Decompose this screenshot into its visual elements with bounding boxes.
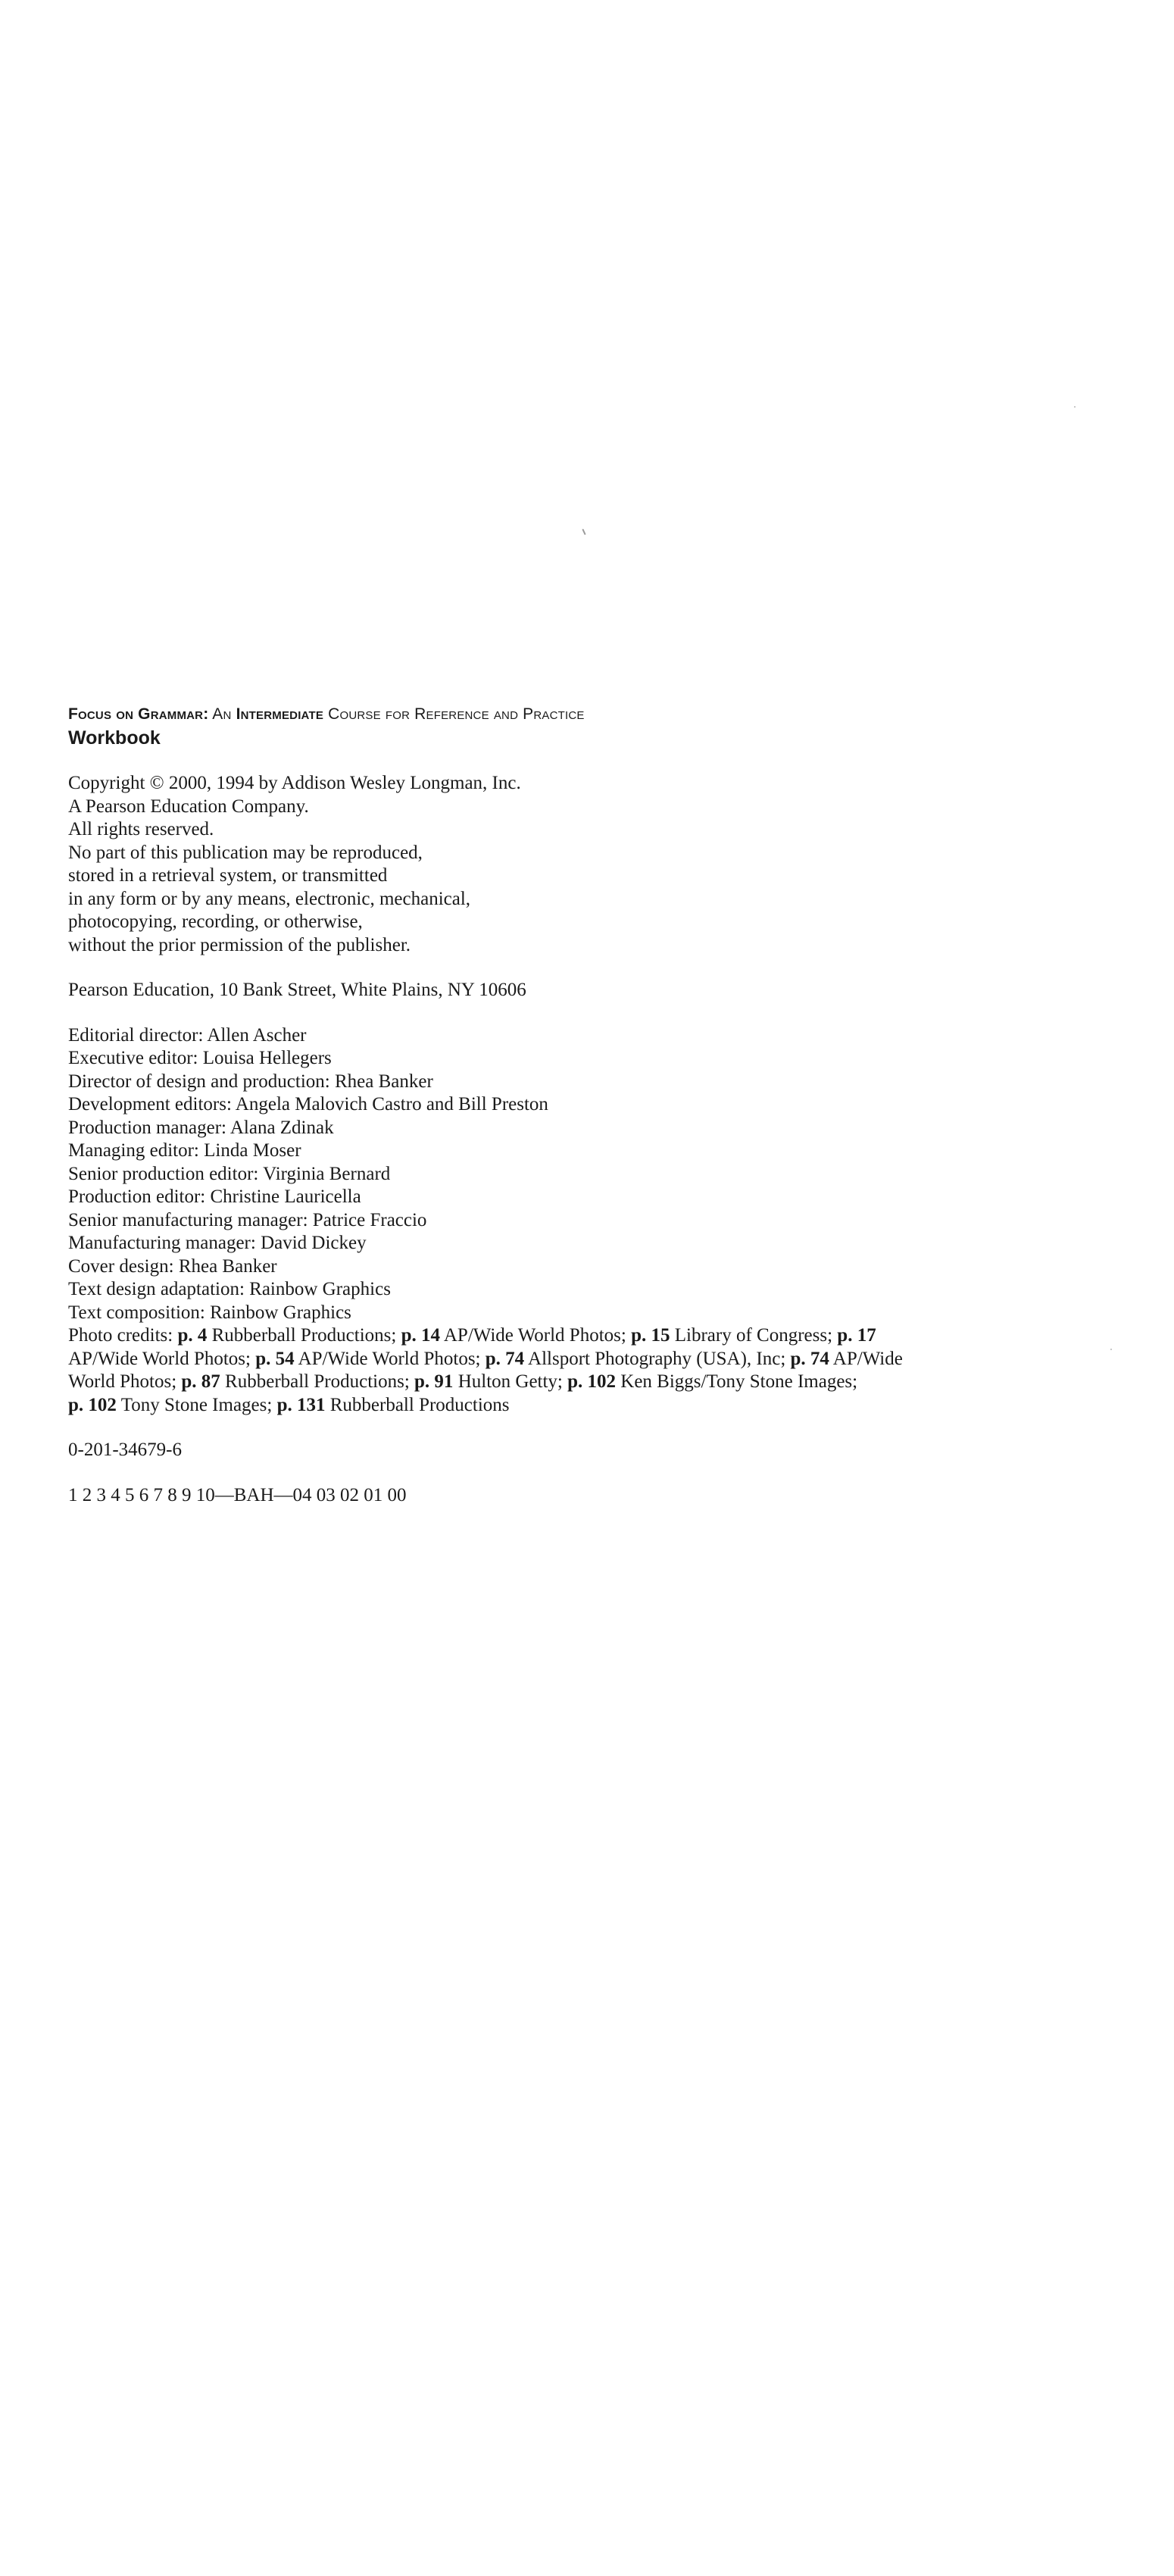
scan-speck bbox=[1110, 1349, 1112, 1350]
photo-credits-line bbox=[68, 1394, 1098, 1418]
scan-speck bbox=[582, 529, 585, 535]
staff-line: Senior production editor: Virginia Bernard bbox=[68, 1163, 391, 1184]
credit-page-ref: p. 102 bbox=[567, 1371, 617, 1392]
credit-page-ref: p. 4 bbox=[177, 1325, 208, 1346]
series-rest: Course for Reference and Practice bbox=[328, 705, 585, 723]
photo-credits-line bbox=[68, 1371, 1098, 1394]
staff-line: Managing editor: Linda Moser bbox=[68, 1140, 301, 1161]
credit-text: AP/Wide World Photos; bbox=[439, 1325, 632, 1346]
credit-page-ref: p. 15 bbox=[631, 1325, 670, 1346]
credit-text: AP/Wide bbox=[829, 1348, 903, 1369]
staff-credits bbox=[68, 1024, 1098, 1418]
copyright-line: without the prior permission of the publisher. bbox=[68, 934, 411, 955]
book-subtitle: Workbook bbox=[68, 727, 161, 749]
staff-line: Executive editor: Louisa Hellegers bbox=[68, 1048, 332, 1068]
credit-text: Photo credits: bbox=[68, 1325, 178, 1346]
copyright-line: photocopying, recording, or otherwise, bbox=[68, 911, 363, 932]
copyright-line: stored in a retrieval system, or transmitted bbox=[68, 865, 388, 886]
series-focus: Focus on bbox=[68, 705, 134, 723]
staff-line: Director of design and production: Rhea Banker bbox=[68, 1071, 433, 1092]
credit-text: Rubberball Productions; bbox=[220, 1371, 415, 1392]
address-line: Pearson Education, 10 Bank Street, White Plains, NY 10606 bbox=[68, 980, 526, 1000]
credit-page-ref: p. 131 bbox=[276, 1394, 326, 1415]
photo-credits-line bbox=[68, 1324, 1098, 1348]
isbn-block bbox=[68, 1439, 1098, 1462]
credit-page-ref: p. 74 bbox=[790, 1348, 829, 1369]
printing-line: 1 2 3 4 5 6 7 8 9 10—BAH—04 03 02 01 00 bbox=[68, 1484, 407, 1505]
credit-text: Rubberball Productions bbox=[325, 1394, 510, 1415]
credit-text: Rubberball Productions; bbox=[207, 1325, 401, 1346]
staff-line: Manufacturing manager: David Dickey bbox=[68, 1233, 367, 1253]
copyright-line: No part of this publication may be reproduced, bbox=[68, 842, 423, 863]
credit-text: AP/Wide World Photos; bbox=[68, 1348, 256, 1369]
copyright-content bbox=[68, 703, 1098, 1507]
credit-text: Tony Stone Images; bbox=[116, 1394, 277, 1415]
series-grammar: Grammar: bbox=[138, 705, 209, 723]
copyright-line: All rights reserved. bbox=[68, 819, 214, 839]
staff-line: Production manager: Alana Zdinak bbox=[68, 1117, 334, 1138]
credit-text: AP/Wide World Photos; bbox=[294, 1348, 486, 1369]
credit-page-ref: p. 54 bbox=[255, 1348, 295, 1369]
printing-block bbox=[68, 1484, 1098, 1508]
staff-line: Development editors: Angela Malovich Castro and Bill Preston bbox=[68, 1094, 548, 1114]
staff-line: Senior manufacturing manager: Patrice Fraccio bbox=[68, 1209, 427, 1230]
credit-text: Allsport Photography (USA), Inc; bbox=[524, 1348, 791, 1369]
staff-line: Editorial director: Allen Ascher bbox=[68, 1024, 307, 1046]
series-an: An bbox=[212, 705, 232, 723]
staff-line: Text composition: Rainbow Graphics bbox=[68, 1302, 351, 1323]
credit-text: Ken Biggs/Tony Stone Images; bbox=[616, 1371, 858, 1392]
copyright-line: Copyright © 2000, 1994 by Addison Wesley Longman, Inc. bbox=[68, 773, 521, 793]
credit-page-ref: p. 14 bbox=[401, 1325, 440, 1346]
series-intermediate: Intermediate bbox=[236, 705, 324, 723]
credit-text: Library of Congress; bbox=[670, 1325, 838, 1346]
publisher-address bbox=[68, 979, 1098, 1002]
credit-page-ref: p. 91 bbox=[414, 1371, 454, 1392]
scan-speck bbox=[1074, 406, 1076, 408]
staff-line: Cover design: Rhea Banker bbox=[68, 1255, 277, 1277]
credit-page-ref: p. 102 bbox=[68, 1394, 117, 1415]
isbn: 0-201-34679-6 bbox=[68, 1440, 182, 1460]
credit-text: Hulton Getty; bbox=[453, 1371, 568, 1392]
series-title bbox=[68, 703, 1098, 726]
copyright-line: A Pearson Education Company. bbox=[68, 796, 309, 817]
credit-page-ref: p. 87 bbox=[181, 1371, 220, 1392]
credit-page-ref: p. 17 bbox=[837, 1325, 876, 1346]
copyright-line: in any form or by any means, electronic, mechanical, bbox=[68, 888, 471, 909]
credit-page-ref: p. 74 bbox=[485, 1348, 525, 1369]
photo-credits-line bbox=[68, 1348, 1098, 1371]
staff-line: Text design adaptation: Rainbow Graphics bbox=[68, 1279, 391, 1299]
staff-line: Production editor: Christine Lauricella bbox=[68, 1186, 361, 1207]
copyright-notice bbox=[68, 772, 1098, 957]
credit-text: World Photos; bbox=[68, 1371, 182, 1392]
